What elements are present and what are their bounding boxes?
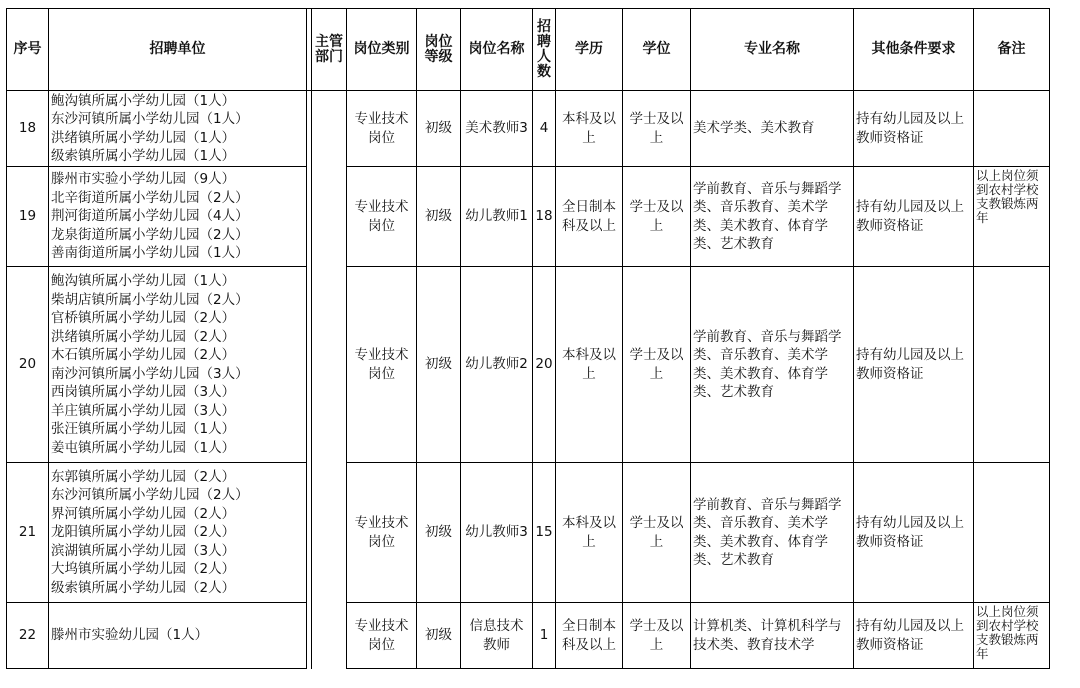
cell-grade: 初级	[417, 267, 461, 463]
unit-line: 界河镇所属小学幼儿园（2人）	[51, 505, 236, 522]
unit-line: 善南街道所属小学幼儿园（1人）	[51, 245, 249, 262]
header-education: 学历	[556, 9, 623, 91]
cell-category: 专业技术岗位	[347, 267, 417, 463]
unit-line: 滕州市实验幼儿园（1人）	[51, 627, 209, 644]
unit-line: 洪绪镇所属小学幼儿园（2人）	[51, 328, 236, 345]
table-row	[7, 167, 1050, 267]
cell-dept	[312, 603, 347, 669]
cell-note	[974, 267, 1050, 463]
cell-position: 美术教师3	[461, 91, 533, 167]
cell-other: 持有幼儿园及以上教师资格证	[854, 603, 974, 669]
cell-education: 全日制本科及以上	[556, 167, 623, 267]
unit-line: 西岗镇所属小学幼儿园（3人）	[51, 384, 236, 400]
cell-seq: 21	[7, 463, 49, 603]
cell-education: 本科及以上	[556, 463, 623, 603]
cell-degree: 学士及以上	[623, 167, 691, 267]
cell-category: 专业技术岗位	[347, 603, 417, 669]
cell-seq: 22	[7, 603, 49, 669]
cell-units	[49, 603, 307, 669]
cell-grade: 初级	[417, 167, 461, 267]
cell-position: 幼儿教师3	[461, 463, 533, 603]
header-count: 招聘人数	[533, 9, 556, 91]
header-degree: 学位	[623, 9, 691, 91]
unit-line: 大坞镇所属小学幼儿园（2人）	[51, 561, 236, 578]
unit-line: 荆河街道所属小学幼儿园（4人）	[51, 208, 249, 225]
unit-line: 东沙河镇所属小学幼儿园（2人）	[51, 487, 249, 504]
cell-category: 专业技术岗位	[347, 91, 417, 167]
cell-note	[974, 463, 1050, 603]
cell-education: 本科及以上	[556, 91, 623, 167]
cell-major: 学前教育、音乐与舞蹈学类、音乐教育、美术学类、美术教育、体育学类、艺术教育	[691, 167, 854, 267]
header-category: 岗位类别	[347, 9, 417, 91]
cell-note	[974, 91, 1050, 167]
unit-line: 滨湖镇所属小学幼儿园（3人）	[51, 542, 236, 559]
table-row	[7, 91, 1050, 167]
unit-line: 滕州市实验小学幼儿园（9人）	[51, 171, 236, 188]
cell-category: 专业技术岗位	[347, 167, 417, 267]
recruitment-table	[6, 8, 1050, 669]
header-other: 其他条件要求	[854, 9, 974, 91]
cell-degree: 学士及以上	[623, 267, 691, 463]
unit-line: 南沙河镇所属小学幼儿园（3人）	[51, 365, 249, 382]
cell-other: 持有幼儿园及以上教师资格证	[854, 267, 974, 463]
unit-line: 官桥镇所属小学幼儿园（2人）	[51, 310, 236, 326]
cell-dept	[312, 463, 347, 603]
cell-major: 学前教育、音乐与舞蹈学类、音乐教育、美术学类、美术教育、体育学类、艺术教育	[691, 463, 854, 603]
header-grade: 岗位等级	[417, 9, 461, 91]
unit-line: 洪绪镇所属小学幼儿园（1人）	[51, 129, 236, 146]
header-seq: 序号	[7, 9, 49, 91]
unit-line: 姜屯镇所属小学幼儿园（1人）	[51, 439, 236, 456]
cell-note: 以上岗位须到农村学校支教锻炼两年	[974, 167, 1050, 267]
cell-seq: 19	[7, 167, 49, 267]
header-dept: 主管部门	[312, 9, 347, 91]
cell-count: 4	[533, 91, 556, 167]
header-position: 岗位名称	[461, 9, 533, 91]
header-major: 专业名称	[691, 9, 854, 91]
cell-other: 持有幼儿园及以上教师资格证	[854, 91, 974, 167]
header-unit: 招聘单位	[49, 9, 307, 91]
unit-line: 鲍沟镇所属小学幼儿园（1人）	[51, 273, 236, 289]
cell-other: 持有幼儿园及以上教师资格证	[854, 167, 974, 267]
cell-position: 信息技术教师	[461, 603, 533, 669]
cell-other: 持有幼儿园及以上教师资格证	[854, 463, 974, 603]
header-row	[7, 9, 1050, 91]
cell-position: 幼儿教师1	[461, 167, 533, 267]
cell-category: 专业技术岗位	[347, 463, 417, 603]
unit-line: 张汪镇所属小学幼儿园（1人）	[51, 421, 236, 437]
unit-line: 木石镇所属小学幼儿园（2人）	[51, 347, 236, 363]
recruitment-table-sheet	[6, 8, 1050, 669]
cell-degree: 学士及以上	[623, 603, 691, 669]
table-row	[7, 267, 1050, 463]
unit-line: 羊庄镇所属小学幼儿园（3人）	[51, 402, 236, 419]
unit-line: 鲍沟镇所属小学幼儿园（1人）	[51, 92, 236, 109]
cell-units	[49, 267, 307, 463]
table-row	[7, 463, 1050, 603]
cell-seq: 18	[7, 91, 49, 167]
cell-count: 1	[533, 603, 556, 669]
unit-line: 级索镇所属小学幼儿园（2人）	[51, 579, 236, 596]
table-row	[7, 603, 1050, 669]
cell-major: 美术学类、美术教育	[691, 91, 854, 167]
cell-major: 计算机类、计算机科学与技术类、教育技术学	[691, 603, 854, 669]
cell-count: 18	[533, 167, 556, 267]
cell-dept	[312, 91, 347, 167]
unit-line: 东沙河镇所属小学幼儿园（1人）	[51, 111, 249, 127]
unit-line: 龙阳镇所属小学幼儿园（2人）	[51, 524, 236, 541]
cell-seq: 20	[7, 267, 49, 463]
cell-education: 全日制本科及以上	[556, 603, 623, 669]
cell-dept	[312, 167, 347, 267]
cell-count: 15	[533, 463, 556, 603]
unit-line: 柴胡店镇所属小学幼儿园（2人）	[51, 291, 249, 308]
cell-units	[49, 91, 307, 167]
cell-units	[49, 167, 307, 267]
cell-degree: 学士及以上	[623, 91, 691, 167]
header-note: 备注	[974, 9, 1050, 91]
cell-note: 以上岗位须到农村学校支教锻炼两年	[974, 603, 1050, 669]
cell-units	[49, 463, 307, 603]
cell-grade: 初级	[417, 91, 461, 167]
unit-line: 北辛街道所属小学幼儿园（2人）	[51, 189, 249, 206]
cell-education: 本科及以上	[556, 267, 623, 463]
cell-dept	[312, 267, 347, 463]
unit-line: 级索镇所属小学幼儿园（1人）	[51, 148, 236, 164]
cell-grade: 初级	[417, 603, 461, 669]
cell-major: 学前教育、音乐与舞蹈学类、音乐教育、美术学类、美术教育、体育学类、艺术教育	[691, 267, 854, 463]
unit-line: 东郭镇所属小学幼儿园（2人）	[51, 468, 236, 485]
cell-grade: 初级	[417, 463, 461, 603]
cell-degree: 学士及以上	[623, 463, 691, 603]
unit-line: 龙泉街道所属小学幼儿园（2人）	[51, 226, 249, 243]
table-body	[7, 91, 1050, 669]
cell-count: 20	[533, 267, 556, 463]
cell-position: 幼儿教师2	[461, 267, 533, 463]
